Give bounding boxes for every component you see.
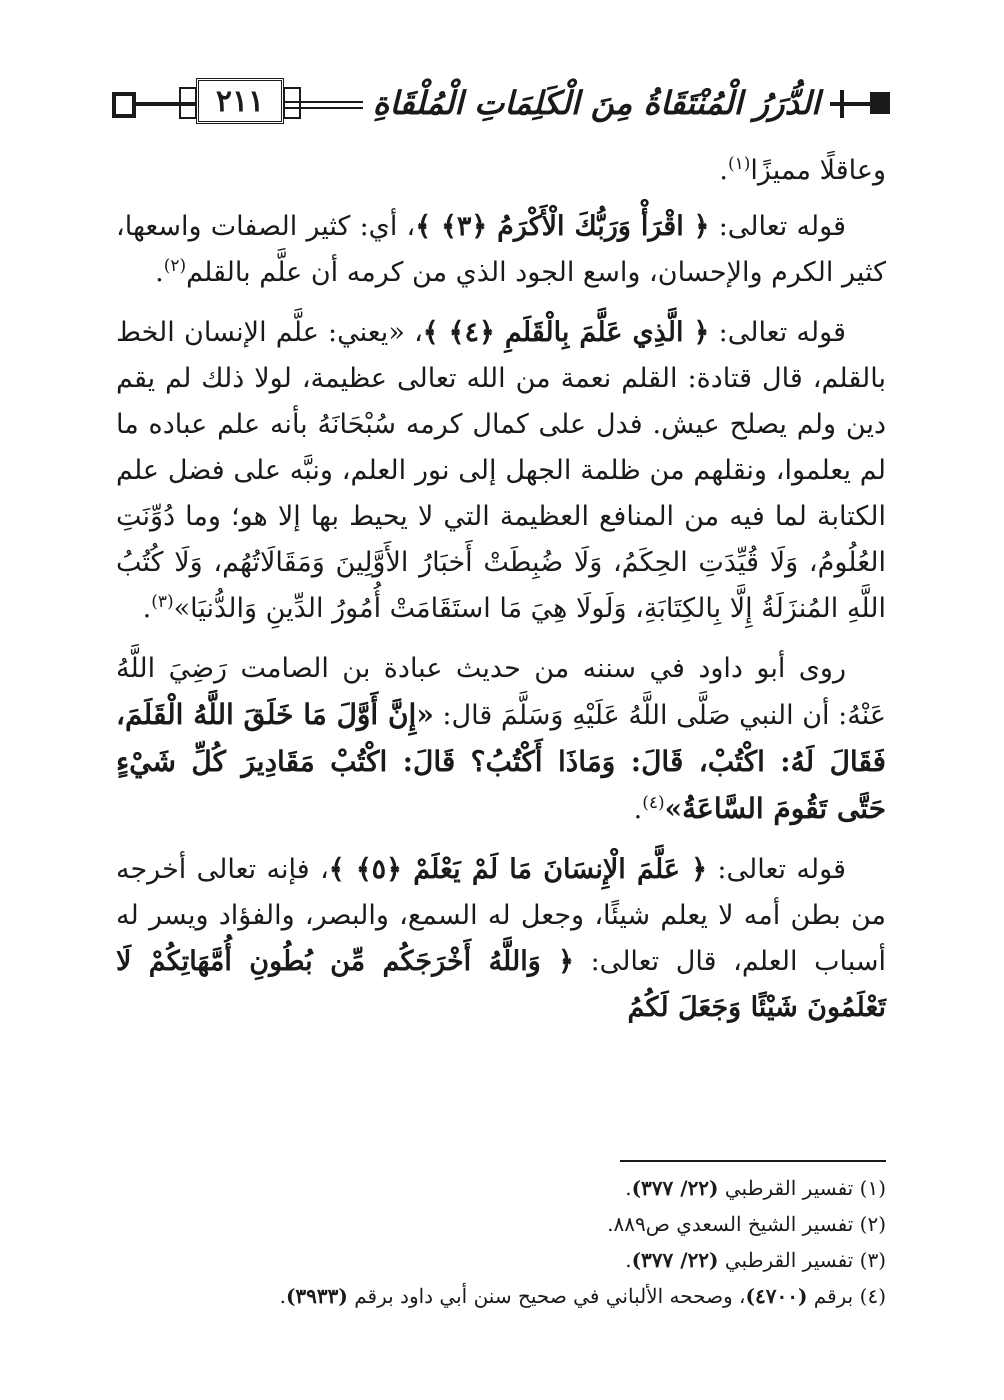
- footnote-1: (١) تفسير القرطبي (٢٢/ ٣٧٧).: [625, 1176, 886, 1200]
- footnote-ref-2[interactable]: (٢): [163, 256, 187, 276]
- header-tick-right: [840, 90, 844, 118]
- page-number-frame: [196, 78, 284, 124]
- footnote-2: (٢) تفسير الشيخ السعدي ص٨٨٩.: [607, 1212, 886, 1236]
- running-header: [112, 78, 890, 130]
- footnote-4: (٤) برقم (٤٧٠٠)، وصححه الألباني في صحيح سنن أبي داود برقم (٣٩٣٣).: [279, 1284, 886, 1308]
- footnote-ref-3[interactable]: (٣): [151, 592, 174, 612]
- main-text: [116, 148, 886, 1045]
- footnote-3: (٣) تفسير القرطبي (٢٢/ ٣٧٧).: [625, 1248, 886, 1272]
- header-square-ornament: [870, 92, 890, 114]
- quran-verse: ﴿ الَّذِي عَلَّمَ بِالْقَلَمِ ﴿٤﴾ ﴾: [422, 317, 710, 348]
- book-title: الدُّرَرُ الْمُنْتَقَاةُ مِنَ الْكَلِمَاتِ الْمُلْقَاةِ: [363, 80, 830, 126]
- footnotes: [116, 1170, 886, 1314]
- footnote-ref-1[interactable]: (١): [727, 154, 751, 174]
- header-hollow-square-ornament: [112, 92, 136, 118]
- quran-verse: ﴿ عَلَّمَ الْإِنسَانَ مَا لَمْ يَعْلَمْ ﴿٥﴾ ﴾: [328, 854, 708, 885]
- text: وعاقلًا مميزًا: [750, 155, 886, 186]
- footnote-ref-4[interactable]: (٤): [642, 793, 665, 813]
- paragraph-1: قوله تعالى: ﴿ اقْرَأْ وَرَبُّكَ الْأَكْرَمُ ﴿٣﴾ ﴾، أي: كثير الصفات واسعها، كثير الكرم والإحسان، واسع الجود الذي من كرمه أن علَّم بالقلم$^{(٢)}$.: [116, 211, 886, 288]
- footnote-separator: [620, 1160, 886, 1162]
- paragraph-2: قوله تعالى: ﴿ الَّذِي عَلَّمَ بِالْقَلَمِ ﴿٤﴾ ﴾، «يعني: علَّم الإنسان الخط بالقلم، قال قتادة: القلم نعمة من الله تعالى عظيمة، لولا ذلك لم يقم دين ولم يصلح عيش. فدل على كمال كرمه سُبْحَانَهُ بأنه علم عباده ما لم يعلموا، ونقلهم من ظلمة الجهل إلى نور العلم، ونبَّه على فضل علم الكتابة لما فيه من المنافع العظيمة التي لا يحيط بها إلا هو؛ وما دُوِّنَتِ العُلُومُ، وَلَا قُيِّدَتِ الحِكَمُ، وَلَا ضُبِطَتْ أَخبَارُ الأَوَّلِينَ وَمَقَالَاتُهُم، وَلَا كُتُبُ اللَّهِ المُنزَلَةُ إِلَّا بِالكِتَابَةِ، وَلَولَا هِيَ مَا استَقَامَتْ أُمُورُ الدِّينِ وَالدُّنيَا»$^{(٣)}$.: [116, 317, 886, 624]
- page-number: ٢١١: [215, 83, 265, 119]
- quran-verse-continued: ﴿ وَاللَّهُ أَخْرَجَكُم مِّن بُطُونِ أُمَّهَاتِكُمْ لَا تَعْلَمُونَ شَيْئًا وَجَعَلَ لَكُمُ: [116, 946, 886, 1023]
- hadith-text: «إِنَّ أَوَّلَ مَا خَلَقَ اللَّهُ الْقَلَمَ، فَقَالَ لَهُ: اكْتُبْ، قَالَ: وَمَاذَا أَكْتُبُ؟ قَالَ: اكْتُبْ مَقَادِيرَ كُلِّ شَيْءٍ حَتَّى تَقُومَ السَّاعَةُ»: [116, 698, 887, 825]
- quran-verse: ﴿ اقْرَأْ وَرَبُّكَ الْأَكْرَمُ ﴿٣﴾ ﴾: [415, 211, 710, 242]
- paragraph-4: قوله تعالى: ﴿ عَلَّمَ الْإِنسَانَ مَا لَمْ يَعْلَمْ ﴿٥﴾ ﴾، فإنه تعالى أخرجه من بطن أمه لا يعلم شيئًا، وجعل له السمع، والبصر، والفؤاد ويسر له أسباب العلم، قال تعالى: ﴿ وَاللَّهُ أَخْرَجَكُم مِّن بُطُونِ أُمَّهَاتِكُمْ لَا تَعْلَمُونَ شَيْئًا وَجَعَلَ لَكُمُ: [116, 854, 886, 1023]
- paragraph-0: وعاقلًا مميزًا$^{(١)}$.: [719, 154, 886, 186]
- paragraph-3: روى أبو داود في سننه من حديث عبادة بن الصامت رَضِيَ اللَّهُ عَنْهُ: أن النبي صَلَّى اللَّهُ عَلَيْهِ وَسَلَّمَ قال: «إِنَّ أَوَّلَ مَا خَلَقَ اللَّهُ الْقَلَمَ، فَقَالَ لَهُ: اكْتُبْ، قَالَ: وَمَاذَا أَكْتُبُ؟ قَالَ: اكْتُبْ مَقَادِيرَ كُلِّ شَيْءٍ حَتَّى تَقُومَ السَّاعَةُ»$^{(٤)}$.: [116, 653, 887, 825]
